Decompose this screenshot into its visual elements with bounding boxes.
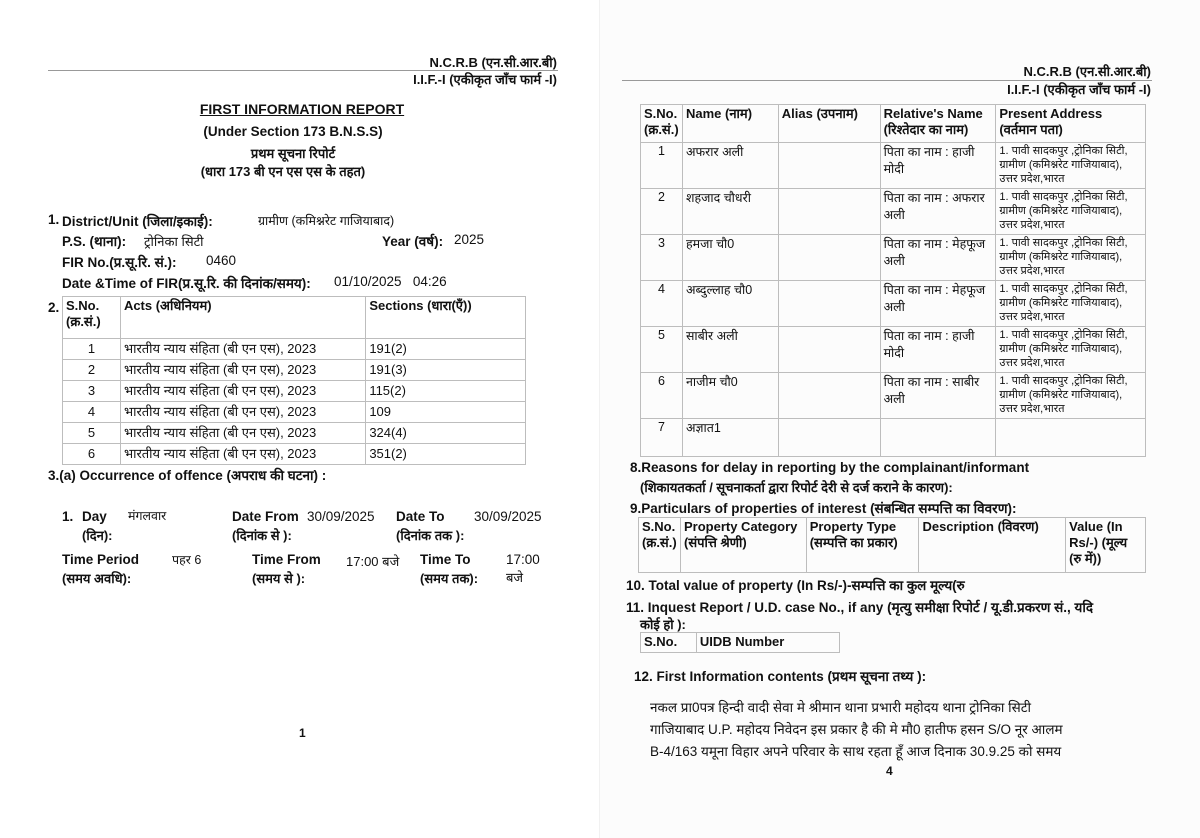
accused-alias: [778, 235, 880, 281]
fir-value: 0460: [206, 253, 237, 268]
datetime-value: 01/10/2025 04:26: [334, 274, 447, 289]
item11-heading: 11. Inquest Report / U.D. case No., if any (मृत्यु समीक्षा रिपोर्ट / यू.डी.प्रकरण सं., यदि: [626, 600, 1093, 615]
ncrb-header: N.C.R.B (एन.सी.आर.बी): [1023, 64, 1151, 79]
date-to-value: 30/09/2025: [474, 509, 542, 524]
time-to-label-hi: (समय तक):: [420, 571, 479, 586]
table-row: [641, 235, 1146, 281]
title-hi: प्रथम सूचना रिपोर्ट: [250, 146, 336, 161]
time-period-label-hi: (समय अवधि):: [62, 571, 132, 586]
accused-name: अफरार अली: [682, 143, 778, 189]
time-from-value: 17:00 बजे: [346, 554, 400, 569]
header-rule: [48, 70, 558, 71]
accused-alias: [778, 281, 880, 327]
table-row: [63, 444, 526, 465]
col-address: Present Address (वर्तमान पता): [996, 105, 1146, 143]
accused-relative: पिता का नाम : साबीर अली: [880, 373, 996, 419]
act-section: 115(2): [366, 381, 526, 402]
accused-relative: पिता का नाम : मेहफूज अली: [880, 281, 996, 327]
datetime-label: Date &Time of FIR(प्र.सू.रि. की दिनांक/समय):: [62, 276, 311, 291]
time-from-label-hi: (समय से ):: [252, 571, 306, 586]
act-sno: 2: [63, 360, 121, 381]
ps-value: ट्रोनिका सिटी: [144, 234, 204, 249]
acts-header-row: [63, 297, 526, 339]
iif-header: I.I.F.-I (एकीकृत जाँच फार्म -I): [413, 72, 557, 87]
day-label: Day: [82, 509, 107, 524]
accused-address: 1. पावी सादकपुर ,ट्रोनिका सिटी, ग्रामीण (कमिश्नरेट गाजियाबाद), उत्तर प्रदेश,भारत: [996, 327, 1146, 373]
date-from-value: 30/09/2025: [307, 509, 375, 524]
table-row: [63, 402, 526, 423]
accused-name: नाजीम चौ0: [682, 373, 778, 419]
district-value: ग्रामीण (कमिश्नरेट गाजियाबाद): [258, 214, 395, 228]
occurrence-heading: 3.(a) Occurrence of offence (अपराध की घटना) :: [48, 468, 327, 483]
col-sections: Sections (धारा(एँ)): [366, 297, 526, 339]
accused-name: साबीर अली: [682, 327, 778, 373]
col-sno: S.No. (क्र.सं.): [641, 105, 683, 143]
table-row: [641, 327, 1146, 373]
table-row: [641, 419, 1146, 457]
table-row: [641, 373, 1146, 419]
time-to-label: Time To: [420, 552, 471, 567]
accused-address: 1. पावी सादकपुर ,ट्रोनिका सिटी, ग्रामीण (कमिश्नरेट गाजियाबाद), उत्तर प्रदेश,भारत: [996, 143, 1146, 189]
act-name: भारतीय न्याय संहिता (बी एन एस), 2023: [120, 360, 365, 381]
district-label: District/Unit (जिला/इकाई):: [62, 214, 213, 229]
accused-sno: 3: [641, 235, 683, 281]
report-title: FIRST INFORMATION REPORT: [199, 101, 405, 117]
col-acts: Acts (अधिनियम): [120, 297, 365, 339]
col-sno: S.No.: [641, 633, 697, 653]
col-uidb-number: UIDB Number: [696, 633, 839, 653]
accused-header-row: [641, 105, 1146, 143]
year-label: Year (वर्ष):: [382, 234, 444, 249]
accused-sno: 5: [641, 327, 683, 373]
uidb-table: [640, 632, 840, 653]
table-row: [63, 423, 526, 444]
act-name: भारतीय न्याय संहिता (बी एन एस), 2023: [120, 381, 365, 402]
acts-table: [62, 296, 526, 465]
iif-header: I.I.F.-I (एकीकृत जाँच फार्म -I): [1007, 82, 1151, 97]
ncrb-header: N.C.R.B (एन.सी.आर.बी): [429, 55, 557, 70]
header-rule: [622, 80, 1152, 81]
accused-address: 1. पावी सादकपुर ,ट्रोनिका सिटी, ग्रामीण (कमिश्नरेट गाजियाबाद), उत्तर प्रदेश,भारत: [996, 189, 1146, 235]
fir-label: FIR No.(प्र.सू.रि. सं.):: [62, 255, 177, 270]
accused-address: 1. पावी सादकपुर ,ट्रोनिका सिटी, ग्रामीण (कमिश्नरेट गाजियाबाद), उत्तर प्रदेश,भारत: [996, 281, 1146, 327]
accused-relative: पिता का नाम : हाजी मोदी: [880, 327, 996, 373]
item2-number: 2.: [48, 300, 60, 315]
act-sno: 6: [63, 444, 121, 465]
col-sno: S.No. (क्र.सं.): [639, 518, 681, 573]
day-value: मंगलवार: [128, 509, 167, 523]
item8-heading-hi: (शिकायतकर्ता / सूचनाकर्ता द्वारा रिपोर्ट देरी से दर्ज कराने के कारण):: [640, 480, 953, 495]
col-sno: S.No. (क्र.सं.): [63, 297, 121, 339]
col-property-category: Property Category (संपत्ति श्रेणी): [680, 518, 806, 573]
accused-sno: 1: [641, 143, 683, 189]
page-right: [600, 0, 1200, 838]
act-section: 191(2): [366, 339, 526, 360]
date-from-label: Date From: [232, 509, 299, 524]
act-sno: 3: [63, 381, 121, 402]
accused-name: अब्दुल्लाह चौ0: [682, 281, 778, 327]
act-name: भारतीय न्याय संहिता (बी एन एस), 2023: [120, 339, 365, 360]
col-value: Value (In Rs/-) (मूल्य (रु में)): [1066, 518, 1146, 573]
time-to-value: 17:00: [506, 552, 540, 567]
fir-content-line: नकल प्रा0पत्र हिन्दी वादी सेवा मे श्रीमान थाना प्रभारी महोदय थाना ट्रोनिका सिटी: [650, 700, 1032, 715]
act-section: 191(3): [366, 360, 526, 381]
act-sno: 1: [63, 339, 121, 360]
fir-content-line: गाजियाबाद U.P. महोदय निवेदन इस प्रकार है की मे मौ0 हातीफ हसन S/O नूर आलम: [650, 722, 1063, 737]
accused-sno: 6: [641, 373, 683, 419]
property-header-row: [639, 518, 1146, 573]
property-table: [638, 517, 1146, 573]
accused-alias: [778, 327, 880, 373]
accused-name: शहजाद चौधरी: [682, 189, 778, 235]
accused-alias: [778, 189, 880, 235]
occurrence-number: 1.: [62, 509, 74, 524]
table-row: [63, 381, 526, 402]
col-name: Name (नाम): [682, 105, 778, 143]
accused-relative: [880, 419, 996, 457]
accused-address: [996, 419, 1146, 457]
time-period-value: पहर 6: [172, 553, 202, 567]
ps-label: P.S. (थाना):: [62, 234, 127, 249]
fir-content: [650, 697, 1063, 763]
accused-alias: [778, 419, 880, 457]
item12-heading: 12. First Information contents (प्रथम सूचना तथ्य ):: [634, 669, 927, 684]
accused-alias: [778, 143, 880, 189]
accused-sno: 2: [641, 189, 683, 235]
col-alias: Alias (उपनाम): [778, 105, 880, 143]
day-label-hi: (दिन):: [82, 528, 113, 543]
item10-heading: 10. Total value of property (In Rs/-)-सम्पत्ति का कुल मूल्य(रु: [626, 578, 965, 593]
accused-relative: पिता का नाम : अफरार अली: [880, 189, 996, 235]
act-section: 351(2): [366, 444, 526, 465]
fir-content-line: B-4/163 यमूना विहार अपने परिवार के साथ रहता हूँ आज दिनाक 30.9.25 को समय: [650, 744, 1062, 759]
page-number-left: 1: [299, 726, 306, 740]
table-row: [63, 339, 526, 360]
accused-relative: पिता का नाम : हाजी मोदी: [880, 143, 996, 189]
date-to-label-hi: (दिनांक तक ):: [396, 528, 465, 543]
col-description: Description (विवरण): [919, 518, 1066, 573]
section-hi: (धारा 173 बी एन एस एस के तहत): [200, 164, 366, 179]
time-from-label: Time From: [252, 552, 321, 567]
item8-heading: 8.Reasons for delay in reporting by the complainant/informant: [630, 460, 1030, 475]
table-row: [641, 281, 1146, 327]
act-name: भारतीय न्याय संहिता (बी एन एस), 2023: [120, 402, 365, 423]
date-to-label: Date To: [396, 509, 445, 524]
accused-name: हमजा चौ0: [682, 235, 778, 281]
accused-sno: 7: [641, 419, 683, 457]
col-property-type: Property Type (सम्पत्ति का प्रकार): [806, 518, 919, 573]
act-section: 324(4): [366, 423, 526, 444]
act-sno: 4: [63, 402, 121, 423]
accused-relative: पिता का नाम : मेहफूज अली: [880, 235, 996, 281]
accused-address: 1. पावी सादकपुर ,ट्रोनिका सिटी, ग्रामीण (कमिश्नरेट गाजियाबाद), उत्तर प्रदेश,भारत: [996, 235, 1146, 281]
accused-sno: 4: [641, 281, 683, 327]
act-name: भारतीय न्याय संहिता (बी एन एस), 2023: [120, 444, 365, 465]
item9-heading: 9.Particulars of properties of interest (संबन्धित सम्पत्ति का विवरण):: [630, 501, 1017, 516]
time-to-value-suffix: बजे: [506, 570, 524, 585]
table-row: [641, 143, 1146, 189]
table-row: [63, 360, 526, 381]
item11-heading-hi: कोई हो ):: [640, 617, 686, 632]
uidb-header-row: [641, 633, 840, 653]
date-from-label-hi: (दिनांक से ):: [232, 528, 292, 543]
col-relative: Relative's Name (रिश्तेदार का नाम): [880, 105, 996, 143]
accused-address: 1. पावी सादकपुर ,ट्रोनिका सिटी, ग्रामीण (कमिश्नरेट गाजियाबाद), उत्तर प्रदेश,भारत: [996, 373, 1146, 419]
act-name: भारतीय न्याय संहिता (बी एन एस), 2023: [120, 423, 365, 444]
accused-name: अज्ञात1: [682, 419, 778, 457]
table-row: [641, 189, 1146, 235]
page-number-right: 4: [886, 764, 893, 778]
act-sno: 5: [63, 423, 121, 444]
section-en: (Under Section 173 B.N.S.S): [203, 124, 383, 139]
item1-number: 1.: [48, 212, 60, 227]
accused-alias: [778, 373, 880, 419]
year-value: 2025: [454, 232, 485, 247]
accused-table: [640, 104, 1146, 457]
act-section: 109: [366, 402, 526, 423]
time-period-label: Time Period: [62, 552, 140, 567]
